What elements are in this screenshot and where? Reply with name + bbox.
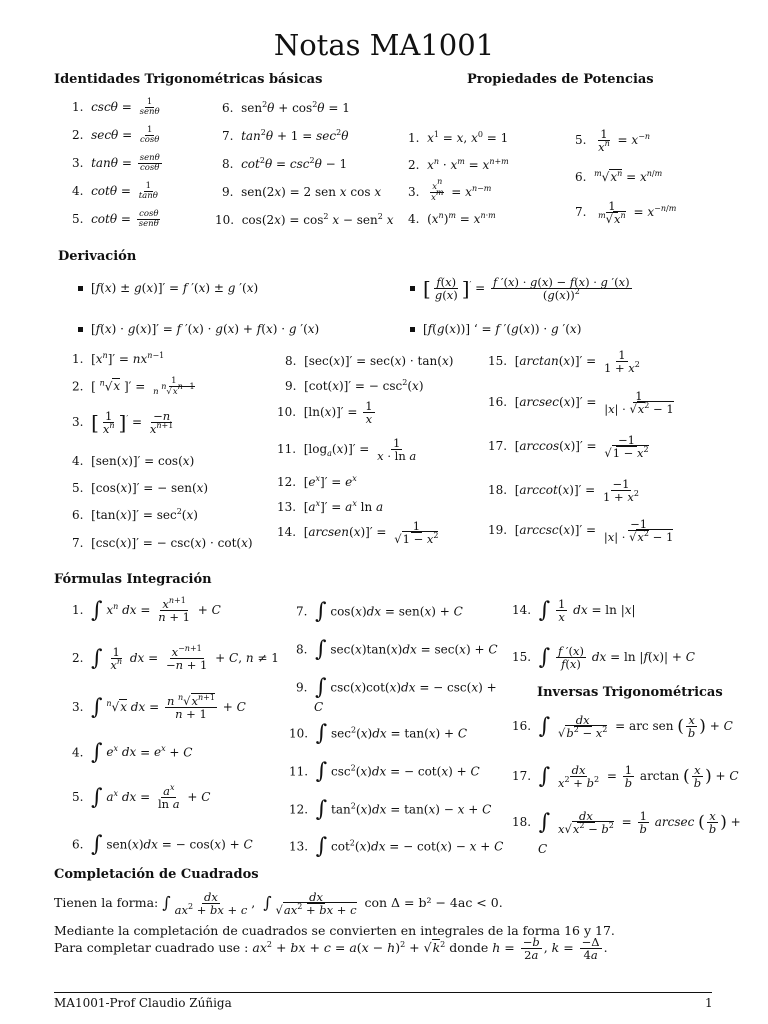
section-inversas-heading: Inversas Trigonométricas [537,685,723,700]
section-potencias-heading: Propiedades de Potencias [467,72,654,87]
integral-17: 17. ∫ $\frac{dx}{x^2 + b^2}$ = $\frac{1}{b}$ arctan ( $\frac{x}{b}$ ) + C [512,763,739,791]
derivative-7: 7. [csc(x)]′ = − csc(x) · cot(x) [72,536,253,550]
integral-16: 16. ∫ $\frac{dx}{√b^2 - x^2}$ = arc sen ( $\frac{x}{b}$ ) + C [512,713,733,741]
completacion-line-1-prefix: Tienen la forma: [54,895,159,911]
integral-14: 14. ∫ $\frac{1}{x}$ dx = ln |x| [512,597,636,625]
section-completacion-heading: Completación de Cuadrados [54,867,259,882]
trig-identity-10: 10. $\cos(2x) = \cos^2 x - sen^2$ x [215,212,394,227]
integral-4: 4. ∫ $e^x$ dx = $e^x + C$ [72,740,193,765]
potencia-7: 7. $\frac{1}{^m√x^n}$ = $x^{-n/m}$ [575,199,677,227]
trig-identity-2: 2. secθ = $\frac{1}{\cos\theta}$ [72,125,160,145]
completacion-line-3-donde: donde [449,940,489,956]
trig-identity-5: 5. cotθ = $\frac{\cos\theta}{\text{senθ}}$ [72,209,159,229]
section-trig-heading: Identidades Trigonométricas básicas [54,72,323,87]
footer-rule [54,992,712,993]
completacion-line-3: Para completar cuadrado use : $ax^2$ + bx + $c = a(x - h)^2 + √k^2$ donde h = $\frac{-b}{2a}$ , k = $\frac{-\Delta}{4a}$ . [54,935,608,963]
derivative-rule-chain: [f(g(x))] ‘ = f ′(g(x)) · g ′(x) [410,322,581,336]
trig-identity-9: 9. sen(2x) = 2 sen x cos x [222,185,382,199]
page-title: Notas MA1001 [273,28,495,62]
potencia-2: 2. $x^n \cdot x^m = x^{n+m}$ [408,157,509,172]
integral-2: 2. ∫ $\frac{1}{x^n}$ dx = $\frac{x^{-n+1}}{-n + 1}$ + C, n ≠ 1 [72,644,279,673]
derivative-rule-sum: [f(x) ± g(x)]′ = f ′(x) ± g ′(x) [78,281,258,295]
derivative-11: 11. $[\log_a(x)]'$ = $\frac{1}{\text{x · ln a}}$ [277,436,417,464]
integral-8: 8. ∫ sec(x)tan(x)dx = sec(x) + C [296,637,498,662]
footer-page-number: 1 [705,996,713,1010]
potencia-3: 3. $\frac{x^n}{x^m}$ = $x^{n-m}$ [408,177,492,203]
potencia-4: 4. $(x^n)^m = x^{n\cdot m}$ [408,211,496,226]
integral-13: 13. ∫ $\cot^2(x)dx$ = − cot(x) − x + C [289,834,504,859]
integral-11: 11. ∫ $\csc^2(x)dx$ = − cot(x) + C [289,759,480,784]
potencia-6: 6. $^m√x^n = x^{n/m}$ [575,169,663,184]
integral-18-constant: C [538,842,548,856]
derivative-9: 9. [cot(x)]′ = − $\csc^2(x)$ [285,378,424,393]
derivative-1: 1. $[x^n]' = nx^{n-1}$ [72,351,165,366]
integral-7: 7. ∫ cos(x)dx = sen(x) + C [296,599,463,624]
derivative-rule-quotient: [ $\frac{f(x)}{g(x)}$ ]′ = $\frac{f '(x) \cdot g(x) - f(x) \cdot g '(x)}{(g(x))^2}$ [410,276,634,301]
derivative-rule-product: [f(x) · g(x)]′ = f ′(x) · g(x) + f(x) · g ′(x) [78,322,319,336]
derivative-8: 8. [sec(x)]′ = sec(x) · tan(x) [285,354,454,368]
completacion-line-1-suffix: con Δ = b² − 4ac < 0. [364,895,503,911]
integral-12: 12. ∫ $\tan^2(x)dx = \tan(x) - x + C$ [289,797,492,822]
trig-identity-6: 6. $sen^2\theta + \cos^2\theta = 1$ [222,100,350,115]
derivative-15: 15. [arctan(x)]′ = $\frac{1}{1 + x^2}$ [488,348,640,376]
integral-9: 9. ∫ csc(x)cot(x)dx = − csc(x) + [296,675,497,700]
derivative-19: 19. [arccsc(x)]′ = $\frac{-1}{|x| \cdot √x^2 - 1}$ [488,517,674,545]
trig-identity-4: 4. cotθ = $\frac{1}{\tan\theta}$ [72,181,158,201]
trig-identity-1: 1. cscθ = $\frac{1}{\text{senθ}}$ [72,97,160,117]
integral-10: 10. ∫ $\sec^2(x)dx = \tan(x) + C$ [289,721,468,746]
derivative-17: 17. [arccos(x)]′ = $\frac{-1}{√1 - x^2}$ [488,433,649,461]
completacion-line-1: Tienen la forma: ∫ $\frac{dx}{ax^2 + bx + c}$ , ∫ $\frac{dx}{√ax^2 + bx + c}$ con Δ = b² − 4ac < 0. [54,890,503,918]
completacion-line-3-prefix: Para completar cuadrado use : [54,940,249,956]
derivative-2: 2. [ $^n$√x ]′ = $\frac{1}{n ^n√x^{n-1}}$ [72,376,195,397]
integral-18: 18. ∫ $\frac{dx}{x√x^2 - b^2}$ = $\frac{1}{b}$ arcsec ( $\frac{x}{b}$ ) + [512,809,741,837]
derivative-6: 6. $[\tan(x)]' = \sec^2(x)$ [72,507,198,522]
derivative-4: 4. [sen(x)]′ = cos(x) [72,454,195,468]
integral-9-constant: C [314,700,324,714]
trig-identity-3: 3. tanθ = $\frac{\text{senθ}}{\cos\theta}$ [72,153,160,173]
integral-15: 15. ∫ $\frac{f '(x)}{f(x)}$ dx = ln |f(x)| + C [512,644,695,672]
section-integracion-heading: Fórmulas Integración [54,572,212,587]
derivative-10: 10. [ln(x)]′ = $\frac{1}{x}$ [277,399,373,427]
potencia-5: 5. $\frac{1}{x^n}$ = $x^{-n}$ [575,127,651,155]
derivative-5: 5. [cos(x)]′ = − sen(x) [72,481,209,495]
potencia-1: 1. $x^1 = x$, $x^0 = 1$ [408,130,509,145]
completacion-line-2: Mediante la completación de cuadrados se convierten en integrales de la forma 16 y 17. [54,923,615,938]
derivative-12: 12. $[e^x]' = e^x$ [277,474,357,489]
derivative-13: 13. $[a^x]' = a^x$ ln a [277,499,384,514]
section-derivacion-heading: Derivación [58,249,137,264]
integral-1: 1. ∫ $x^n$ dx = $\frac{x^{n+1}}{n + 1}$ + C [72,596,221,625]
derivative-16: 16. [arcsec(x)]′ = $\frac{1}{|x| \cdot √x^2 - 1}$ [488,389,674,417]
derivative-14: 14. [arcsen(x)]′ = $\frac{1}{√1 - x^2}$ [277,519,439,547]
trig-identity-8: 8. $\cot^2\theta = \csc^2\theta - 1$ [222,156,348,171]
derivative-3: 3. [ $\frac{1}{x^n}$ ]′ = $\frac{-n}{x^{n+1}}$ [72,409,174,437]
footer-author: MA1001-Prof Claudio Zúñiga [54,996,232,1010]
integral-5: 5. ∫ $a^x$ dx = $\frac{a^x}{\text{ln a}}$ + C [72,783,211,812]
derivative-18: 18. [arccot(x)]′ = $\frac{-1}{1 + x^2}$ [488,477,639,505]
trig-identity-7: 7. $\tan^2\theta + 1 = \sec^2\theta$ [222,128,349,143]
integral-6: 6. ∫ sen(x)dx = − cos(x) + C [72,832,253,857]
integral-3: 3. ∫ $^n$√x dx = $\frac{n ^n√x^{n+1}}{n + 1}$ + C [72,693,246,722]
